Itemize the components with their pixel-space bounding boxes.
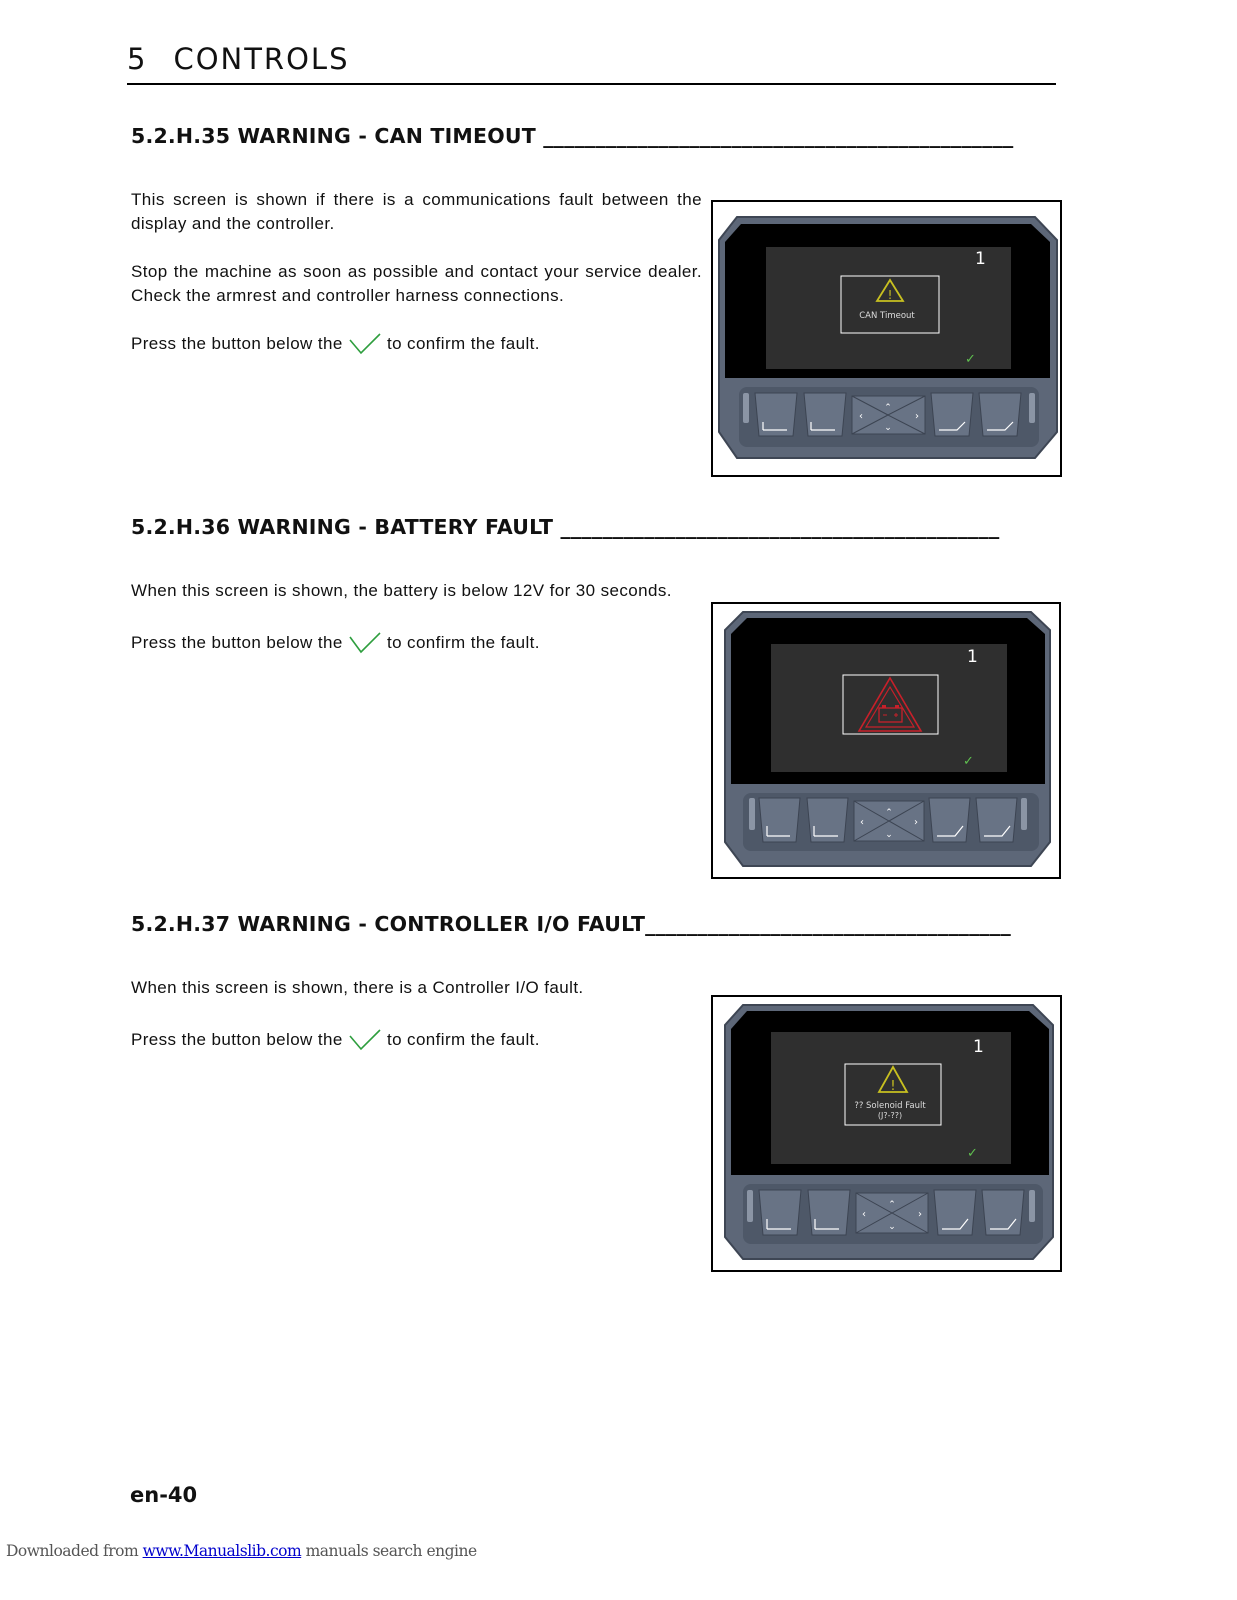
paragraph: When this screen is shown, there is a Controller I/O fault. [131, 978, 584, 997]
display-figure-can-timeout [711, 200, 1062, 477]
side-slot-left [749, 798, 755, 830]
screen-check-icon: ✓ [967, 1146, 978, 1161]
confirm-text-after: to confirm the fault. [386, 334, 540, 353]
svg-text:⌄: ⌄ [884, 423, 892, 433]
section-title: 5.2.H.36 WARNING - BATTERY FAULT __________________________________________ [131, 515, 1000, 539]
softkey-4[interactable] [979, 393, 1021, 436]
screen-check-icon: ✓ [965, 352, 976, 367]
side-slot-right [1029, 393, 1035, 423]
screen-page-number: 1 [967, 647, 978, 667]
svg-text:⌃: ⌃ [884, 403, 892, 413]
confirm-instruction [131, 332, 702, 356]
svg-text:⌃: ⌃ [888, 1200, 896, 1210]
section-title: 5.2.H.37 WARNING - CONTROLLER I/O FAULT___________________________________ [131, 912, 1011, 936]
softkey-4[interactable] [982, 1190, 1024, 1235]
navigation-pad[interactable] [856, 1193, 928, 1233]
softkey-4[interactable] [976, 798, 1017, 842]
display-figure-battery-fault [711, 602, 1061, 879]
screen-message: ?? Solenoid Fault [854, 1101, 926, 1111]
footer-prefix: Downloaded from [6, 1542, 143, 1560]
display-unit [713, 604, 1059, 877]
svg-text:›: › [918, 1209, 922, 1220]
svg-text:⌄: ⌄ [888, 1222, 896, 1232]
navigation-pad[interactable] [854, 801, 924, 841]
display-unit [713, 202, 1060, 475]
screen-message: CAN Timeout [859, 311, 915, 321]
paragraph: This screen is shown if there is a communications fault between the display and the controller. [131, 190, 702, 233]
confirm-text-before: Press the button below the [131, 334, 343, 353]
check-icon [348, 332, 382, 356]
svg-text:‹: ‹ [860, 817, 864, 828]
screen-page-number: 1 [975, 249, 986, 269]
confirm-text-after: to confirm the fault. [386, 1030, 540, 1049]
side-slot-right [1021, 798, 1027, 830]
chapter-title: CONTROLS [173, 42, 350, 76]
svg-text:›: › [915, 411, 919, 422]
svg-text:‹: ‹ [862, 1209, 866, 1220]
confirm-instruction [131, 1028, 702, 1052]
softkey-2[interactable] [807, 798, 848, 842]
page-number: en-40 [130, 1483, 198, 1507]
screen-page-number: 1 [973, 1037, 984, 1057]
screen-check-icon: ✓ [963, 754, 974, 769]
softkey-3[interactable] [934, 1190, 976, 1235]
softkey-1[interactable] [759, 798, 800, 842]
side-slot-left [747, 1190, 753, 1222]
download-footer [6, 1542, 477, 1560]
softkey-1[interactable] [755, 393, 797, 436]
svg-text:›: › [914, 817, 918, 828]
navigation-pad[interactable] [852, 396, 925, 434]
display-unit [713, 997, 1060, 1270]
chapter-heading [127, 42, 349, 76]
softkey-2[interactable] [804, 393, 846, 436]
confirm-instruction [131, 631, 702, 655]
chapter-number: 5 [127, 42, 148, 76]
paragraph: When this screen is shown, the battery is below 12V for 30 seconds. [131, 581, 672, 600]
section-title: 5.2.H.35 WARNING - CAN TIMEOUT _____________________________________________ [131, 124, 1014, 148]
check-icon [348, 1028, 382, 1052]
softkey-2[interactable] [808, 1190, 850, 1235]
softkey-1[interactable] [759, 1190, 801, 1235]
side-slot-left [743, 393, 749, 423]
header-rule [127, 83, 1056, 85]
footer-suffix: manuals search engine [301, 1542, 477, 1560]
paragraph: Stop the machine as soon as possible and contact your service dealer. Check the armrest and controller harness connections. [131, 262, 702, 305]
svg-text:⌃: ⌃ [885, 808, 893, 818]
side-slot-right [1029, 1190, 1035, 1222]
confirm-text-before: Press the button below the [131, 633, 343, 652]
svg-text:!: ! [890, 1079, 896, 1094]
softkey-3[interactable] [931, 393, 973, 436]
svg-text:⌄: ⌄ [885, 830, 893, 840]
screen-message-code: (J?-??) [877, 1111, 903, 1120]
svg-text:‹: ‹ [859, 411, 863, 422]
svg-text:!: ! [887, 288, 893, 302]
confirm-text-after: to confirm the fault. [386, 633, 540, 652]
check-icon [348, 631, 382, 655]
manualslib-link[interactable]: www.Manualslib.com [142, 1542, 302, 1560]
softkey-3[interactable] [929, 798, 970, 842]
confirm-text-before: Press the button below the [131, 1030, 343, 1049]
display-figure-controller-io-fault [711, 995, 1062, 1272]
